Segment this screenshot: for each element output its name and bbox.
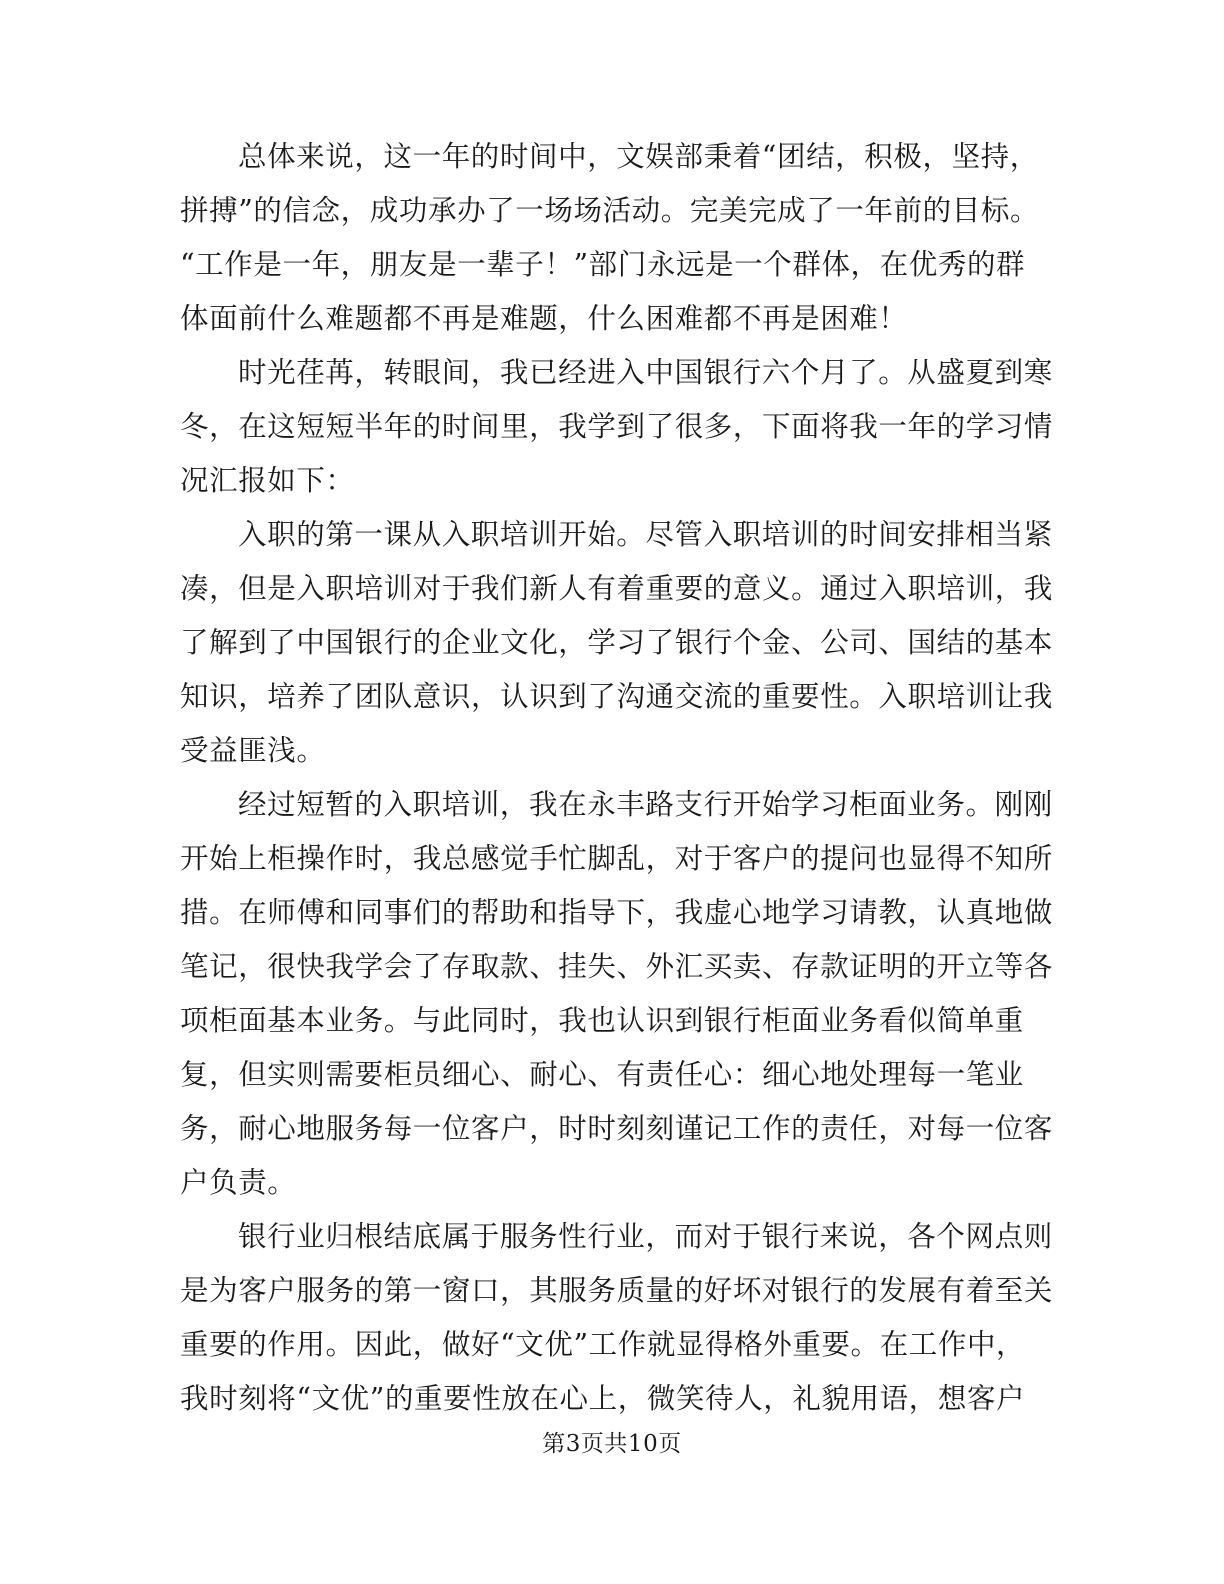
text-line: 时光荏苒，转眼间，我已经进入中国银行六个月了。从盛夏到寒 — [238, 356, 1053, 389]
text-line: 重要的作用。因此，做好“文优”工作就显得格外重要。在工作中， — [180, 1328, 1026, 1361]
text-line: 经过短暂的入职培训，我在永丰路支行开始学习柜面业务。刚刚 — [238, 788, 1053, 821]
text-line: 务，耐心地服务每一位客户，时时刻刻谨记工作的责任，对每一位客 — [180, 1112, 1054, 1145]
text-line: 总体来说，这一年的时间中，文娱部秉着“团结，积极，坚持， — [238, 140, 1039, 173]
text-line: 笔记，很快我学会了存取款、挂失、外汇买卖、存款证明的开立等各 — [180, 950, 1054, 983]
text-line: 措。在师傅和同事们的帮助和指导下，我虚心地学习请教，认真地做 — [180, 896, 1054, 929]
text-line: 了解到了中国银行的企业文化，学习了银行个金、公司、国结的基本 — [180, 626, 1054, 659]
text-line: “工作是一年，朋友是一辈子！”部门永远是一个群体，在优秀的群 — [180, 248, 1026, 281]
text-line: 是为客户服务的第一窗口，其服务质量的好坏对银行的发展有着至关 — [180, 1274, 1054, 1307]
text-line: 入职的第一课从入职培训开始。尽管入职培训的时间安排相当紧 — [238, 518, 1053, 551]
text-line: 开始上柜操作时，我总感觉手忙脚乱，对于客户的提问也显得不知所 — [180, 842, 1054, 875]
text-line: 拼搏”的信念，成功承办了一场场活动。完美完成了一年前的目标。 — [180, 194, 1040, 227]
text-line: 体面前什么难题都不再是难题，什么困难都不再是困难！ — [180, 302, 908, 335]
text-line: 户负责。 — [180, 1166, 297, 1199]
text-line: 我时刻将“文优”的重要性放在心上，微笑待人，礼貌用语，想客户 — [180, 1382, 1026, 1415]
text-line: 凑，但是入职培训对于我们新人有着重要的意义。通过入职培训，我 — [180, 572, 1054, 605]
text-line: 银行业归根结底属于服务性行业，而对于银行来说，各个网点则 — [238, 1220, 1053, 1253]
text-line: 复，但实则需要柜员细心、耐心、有责任心：细心地处理每一笔业 — [180, 1058, 1024, 1091]
text-line: 况汇报如下： — [180, 464, 355, 497]
text-line: 冬，在这短短半年的时间里，我学到了很多，下面将我一年的学习情 — [180, 410, 1054, 443]
text-line: 知识，培养了团队意识，认识到了沟通交流的重要性。入职培训让我 — [180, 680, 1054, 713]
text-line: 受益匪浅。 — [180, 734, 326, 767]
text-line: 项柜面基本业务。与此同时，我也认识到银行柜面业务看似简单重 — [180, 1004, 1024, 1037]
page-number: 第3页共10页 — [542, 1431, 682, 1457]
